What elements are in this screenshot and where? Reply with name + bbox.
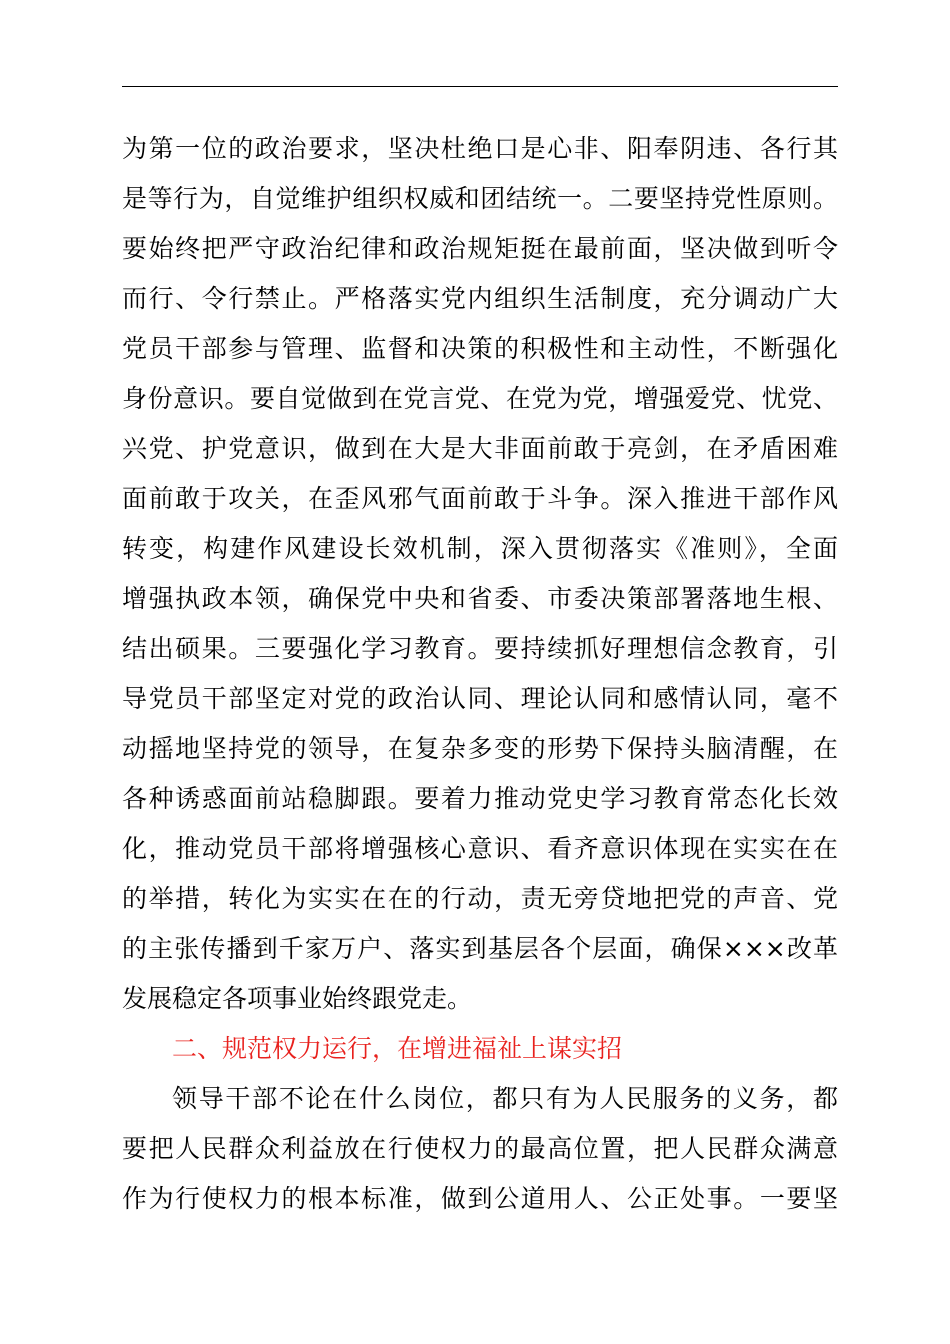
header-rule	[122, 86, 838, 87]
paragraph-line: 党员干部参与管理、监督和决策的积极性和主动性，不断强化	[122, 334, 838, 363]
paragraph-line: 要把人民群众利益放在行使权力的最高位置，把人民群众满意	[122, 1134, 838, 1163]
paragraph-line: 作为行使权力的根本标准，做到公道用人、公正处事。一要坚	[122, 1184, 838, 1213]
paragraph-line: 导党员干部坚定对党的政治认同、理论认同和感情认同，毫不	[122, 684, 838, 713]
paragraph-line: 结出硕果。三要强化学习教育。要持续抓好理想信念教育，引	[122, 634, 838, 663]
paragraph-line: 兴党、护党意识，做到在大是大非面前敢于亮剑，在矛盾困难	[122, 434, 838, 463]
section-heading: 二、规范权力运行，在增进福祉上谋实招	[172, 1034, 623, 1063]
document-body	[122, 124, 838, 1224]
paragraph-line: 身份意识。要自觉做到在党言党、在党为党，增强爱党、忧党、	[122, 384, 838, 413]
paragraph-line: 发展稳定各项事业始终跟党走。	[122, 984, 473, 1013]
paragraph-line: 是等行为，自觉维护组织权威和团结统一。二要坚持党性原则。	[122, 184, 838, 213]
paragraph-line: 各种诱惑面前站稳脚跟。要着力推动党史学习教育常态化长效	[122, 784, 838, 813]
paragraph-line: 增强执政本领，确保党中央和省委、市委决策部署落地生根、	[122, 584, 838, 613]
paragraph-line: 面前敢于攻关，在歪风邪气面前敢于斗争。深入推进干部作风	[122, 484, 838, 513]
paragraph-line: 为第一位的政治要求，坚决杜绝口是心非、阳奉阴违、各行其	[122, 134, 838, 163]
paragraph-line: 动摇地坚持党的领导，在复杂多变的形势下保持头脑清醒，在	[122, 734, 838, 763]
paragraph-line: 要始终把严守政治纪律和政治规矩挺在最前面，坚决做到听令	[122, 234, 838, 263]
paragraph-line: 的主张传播到千家万户、落实到基层各个层面，确保×××改革	[122, 934, 838, 963]
paragraph-line: 的举措，转化为实实在在的行动，责无旁贷地把党的声音、党	[122, 884, 838, 913]
paragraph-line: 领导干部不论在什么岗位，都只有为人民服务的义务，都	[172, 1084, 838, 1113]
paragraph-line: 化，推动党员干部将增强核心意识、看齐意识体现在实实在在	[122, 834, 838, 863]
paragraph-line: 而行、令行禁止。严格落实党内组织生活制度，充分调动广大	[122, 284, 838, 313]
paragraph-line: 转变，构建作风建设长效机制，深入贯彻落实《准则》，全面	[122, 534, 838, 563]
